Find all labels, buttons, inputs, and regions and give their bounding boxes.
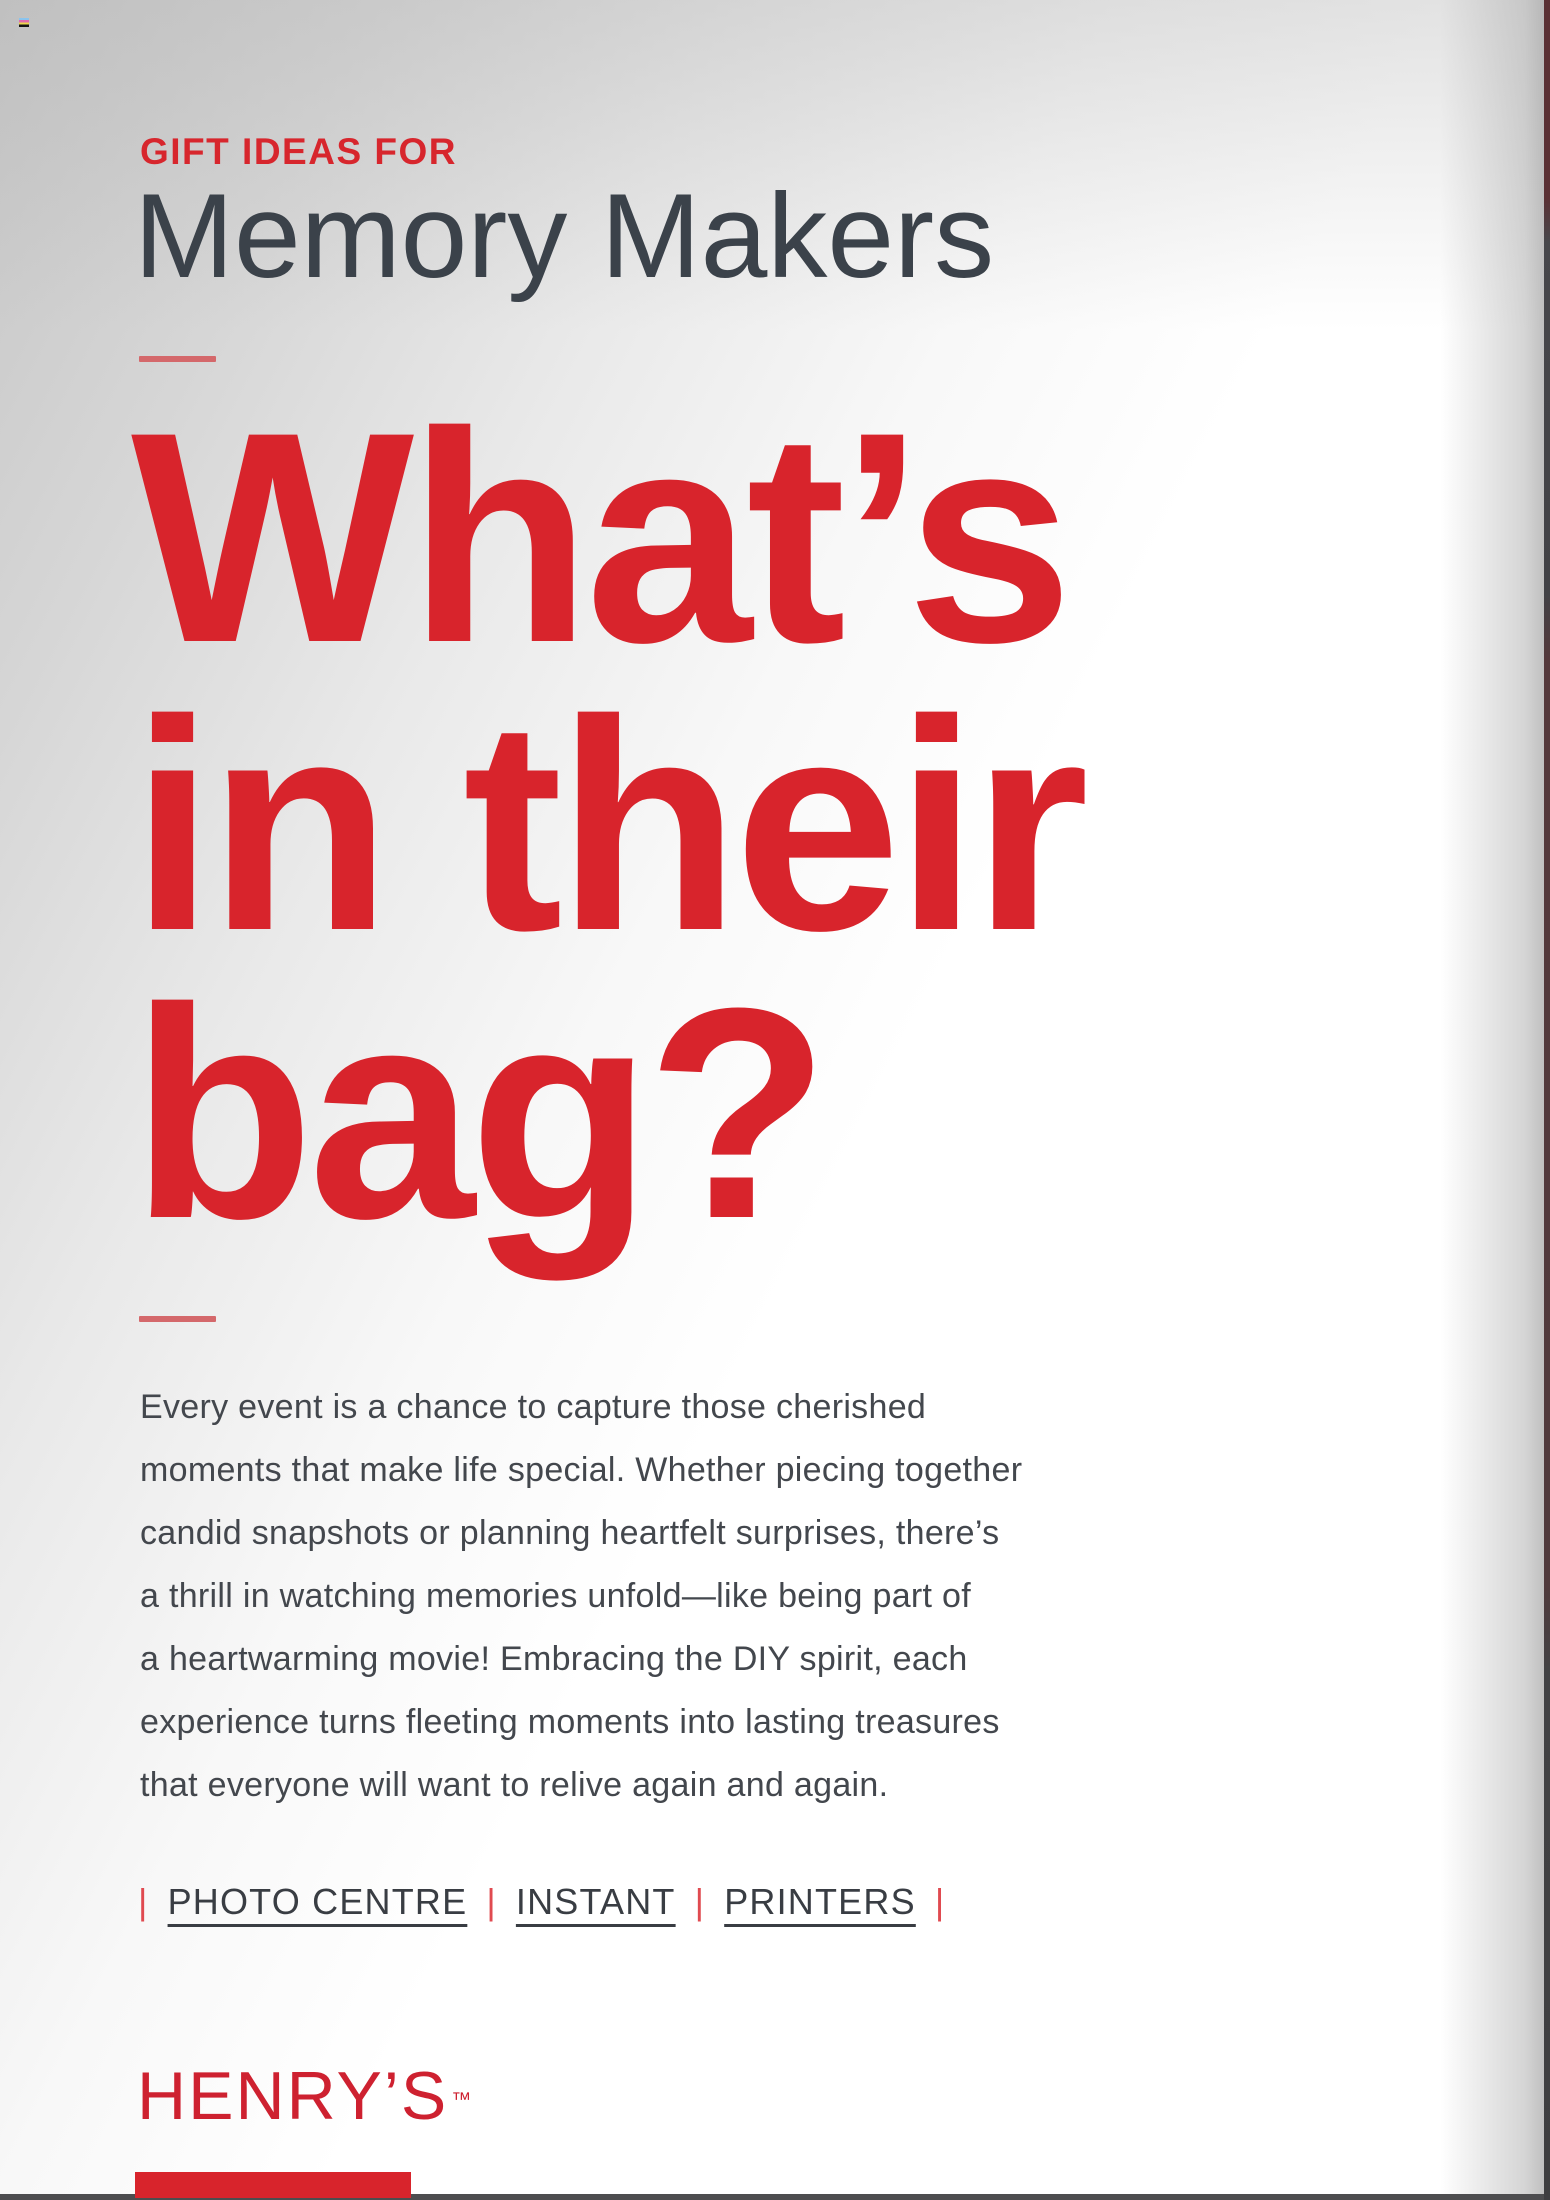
accent-dash-top — [139, 356, 216, 362]
category-link[interactable]: INSTANT — [515, 1881, 676, 1922]
headline-line: What’s — [131, 369, 1068, 705]
paragraph-line: a heartwarming movie! Embracing the DIY spirit, each — [140, 1640, 968, 1678]
accent-dash-bottom — [139, 1316, 216, 1322]
paragraph-line: moments that make life special. Whether piecing together — [140, 1451, 1023, 1489]
paragraph-line: candid snapshots or planning heartfelt surprises, there’s — [140, 1514, 1000, 1552]
color-stripes-icon — [19, 18, 29, 27]
headline — [131, 369, 1084, 1281]
next-page-edge[interactable] — [1544, 0, 1550, 2200]
category-link[interactable]: PHOTO CENTRE — [167, 1881, 468, 1922]
headline-line: in their — [131, 657, 1084, 993]
separator: | — [934, 1881, 946, 1922]
eyebrow-text: GIFT IDEAS FOR — [140, 131, 457, 172]
footer-red-bar — [135, 2172, 411, 2198]
brand-name: HENRY’S — [137, 2058, 449, 2134]
separator: | — [694, 1881, 706, 1922]
headline-line: bag? — [131, 945, 824, 1281]
category-link[interactable]: PRINTERS — [724, 1881, 916, 1922]
separator: | — [138, 1881, 149, 1922]
paragraph-line: experience turns fleeting moments into lasting treasures — [140, 1703, 1000, 1741]
separator: | — [486, 1881, 497, 1922]
brand-logo — [137, 2058, 474, 2134]
intro-paragraph — [140, 1376, 1022, 1817]
category-links — [138, 1880, 945, 1924]
paragraph-line: Every event is a chance to capture those cherished — [140, 1388, 927, 1426]
trademark-symbol: ™ — [451, 2089, 474, 2111]
page-title: Memory Makers — [134, 169, 995, 303]
paragraph-line: a thrill in watching memories unfold—like being part of — [140, 1577, 972, 1615]
paragraph-line: that everyone will want to relive again and again. — [140, 1766, 889, 1804]
